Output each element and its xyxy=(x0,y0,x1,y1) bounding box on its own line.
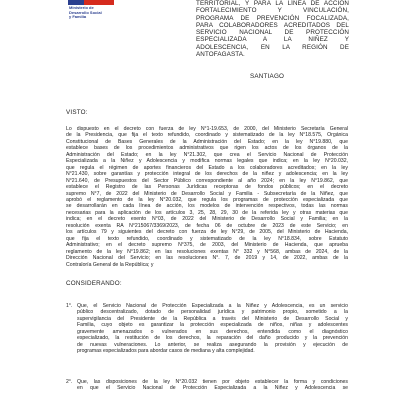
item-body xyxy=(77,303,348,355)
item-body xyxy=(77,379,348,392)
item-line: especializado, la restitución de los derechos, la reparación del daño producido y la prevención xyxy=(77,335,348,342)
visto-line: Dirección Nacional del Servicio; en las resoluciones N°. 7, de 2019 y 14, de 2022, ambas de la xyxy=(66,255,348,262)
item-number: 1°. xyxy=(66,303,73,309)
visto-line: de la Presidencia, que fija el texto refundido, coordinado y sistematizado de la ley N°18.575, Orgánica xyxy=(66,132,348,139)
visto-line: establece bases de los procedimientos administrativos que rigen los actos de los órganos de la xyxy=(66,145,348,152)
visto-line: se desarrollarán en cada línea de acción, los modelos de intervención respectivos, todas las normas xyxy=(66,203,348,210)
title-line: SERVICIO NACIONAL DE PROTECCIÓN xyxy=(196,29,349,37)
visto-line: establece el Registro de las Personas Jurídicas receptoras de fondos públicos; en el decreto xyxy=(66,184,348,191)
item-number: 2°. xyxy=(66,379,73,385)
visto-line: supremo N°7, de 2022 del Ministerio de Desarrollo Social y Familia - Subsecretaría de la Niñez, que xyxy=(66,190,348,197)
visto-line: Administrativo; en el decreto supremo N°375, de 2003, del Ministerio de Hacienda, que aprueba xyxy=(66,242,348,249)
visto-line: Contraloría General de la República; y xyxy=(66,261,154,268)
logo-text-line: Ministerio de xyxy=(69,5,94,10)
item-line: Que, el Servicio Nacional de Protección Especializada a la Niñez y Adolescencia, es un servicio xyxy=(77,303,348,309)
visto-line: que fija el texto refundido, coordinado y sistematizado de la ley N°18.834, sobre Estatuto xyxy=(66,235,348,242)
title-line: ESPECIALIZADA A LA NIÑEZ Y xyxy=(196,36,349,44)
item-line: de nuevas vulneraciones. Lo anterior, se realiza asegurando la provisión y ejecución de xyxy=(77,341,348,348)
considerando-heading: CONSIDERANDO: xyxy=(66,280,122,287)
city-label: SANTIAGO xyxy=(250,73,285,80)
resolution-title xyxy=(196,0,349,58)
visto-line: los artículos 79 y siguientes del decreto con fuerza de ley N°29, de 2005, del Ministerio de Hacienda, xyxy=(66,229,348,236)
visto-line: Lo dispuesto en el decreto con fuerza de ley N°1-19.653, de 2000, del Ministerio Secretaría General xyxy=(66,126,348,132)
logo-text-line: Desarrollo Social xyxy=(69,9,102,15)
item-line: en que el Servicio Nacional de Protección Especializada a la Niñez y Adolescencia se xyxy=(77,385,348,392)
title-line: PARA COLABORADORES ACREDITADOS DEL xyxy=(196,21,349,29)
title-line: TERRITORIAL, Y PARA LA LÍNEA DE ACCIÓN xyxy=(196,0,349,7)
title-line: ANTOFAGASTA. xyxy=(196,51,245,59)
visto-line: Constitucional de Bases Generales de la Administración del Estado; en la ley N°19.880, que xyxy=(66,138,348,145)
item-line: programas especializados para abordar casos de mediana y alta complejidad. xyxy=(77,348,255,355)
title-line: ADOLESCENCIA, EN LA REGIÓN DE xyxy=(196,43,349,51)
visto-line: necesarias para la aplicación de los artículos 3, 25, 28, 29, 30 de la referida ley y otras materias que xyxy=(66,209,348,216)
visto-line: reglamento de la ley N°19.862; en las resoluciones exentas N° 332 y N°568, ambas de 2024, de la xyxy=(66,248,348,255)
logo-text-line: y Familia xyxy=(69,14,87,20)
logo-text xyxy=(69,6,129,20)
title-line: PROGRAMA DE PREVENCIÓN FOCALIZADA, xyxy=(196,14,349,22)
item-line: Familia, cuyo objeto es garantizar la protección especializada de niños, niñas y adolescentes xyxy=(77,322,348,329)
visto-paragraph xyxy=(66,126,348,268)
item-line: público descentralizado, dotado de personalidad jurídica y patrimonio propio, sometido a la xyxy=(77,309,348,316)
visto-line: N°21.430, sobre garantías y protección integral de los derechos de la niñez y adolescencia; en la ley xyxy=(66,171,348,178)
visto-line: N°21.640, de Presupuestos del Sector Público correspondiente al año 2024; en la ley N°19.862, que xyxy=(66,177,348,184)
visto-line: resolución exenta RA N°215067/3369/2023, de fecha 06 de octubre de 2023 de este Servicio; en xyxy=(66,222,348,229)
ministry-logo xyxy=(68,0,118,20)
visto-line: Especializada a la Niñez y Adolescencia y modifica normas legales que indica; en la ley N°20.032, xyxy=(66,158,348,165)
visto-line: que regula el régimen de aportes financieros del Estado a los colaboradores acreditados; en la ley xyxy=(66,164,348,171)
title-line: FORTALECIMIENTO Y VINCULACIÓN, xyxy=(196,7,349,15)
item-line: supervigilancia del Presidente de la República a través del Ministerio de Desarrollo Social y xyxy=(77,315,348,322)
visto-line: aprobó el reglamento de la ley N°20.032, que regula los programas de protección especializada que xyxy=(66,196,348,203)
visto-heading: VISTO: xyxy=(66,109,88,116)
item-line: gravemente amenazados o vulnerados en sus derechos, entendida como el diagnóstico xyxy=(77,328,348,335)
visto-line: indica; en el decreto exento N°03, de 2022 del Ministerio de Desarrollo Social y Familia; en la xyxy=(66,216,348,223)
item-line: Que, las disposiciones de la ley N°20.032 tienen por objeto establecer la forma y condiciones xyxy=(77,379,348,385)
visto-line: Administración del Estado; en la ley N°21.302, que crea el Servicio Nacional de Protección xyxy=(66,151,348,158)
